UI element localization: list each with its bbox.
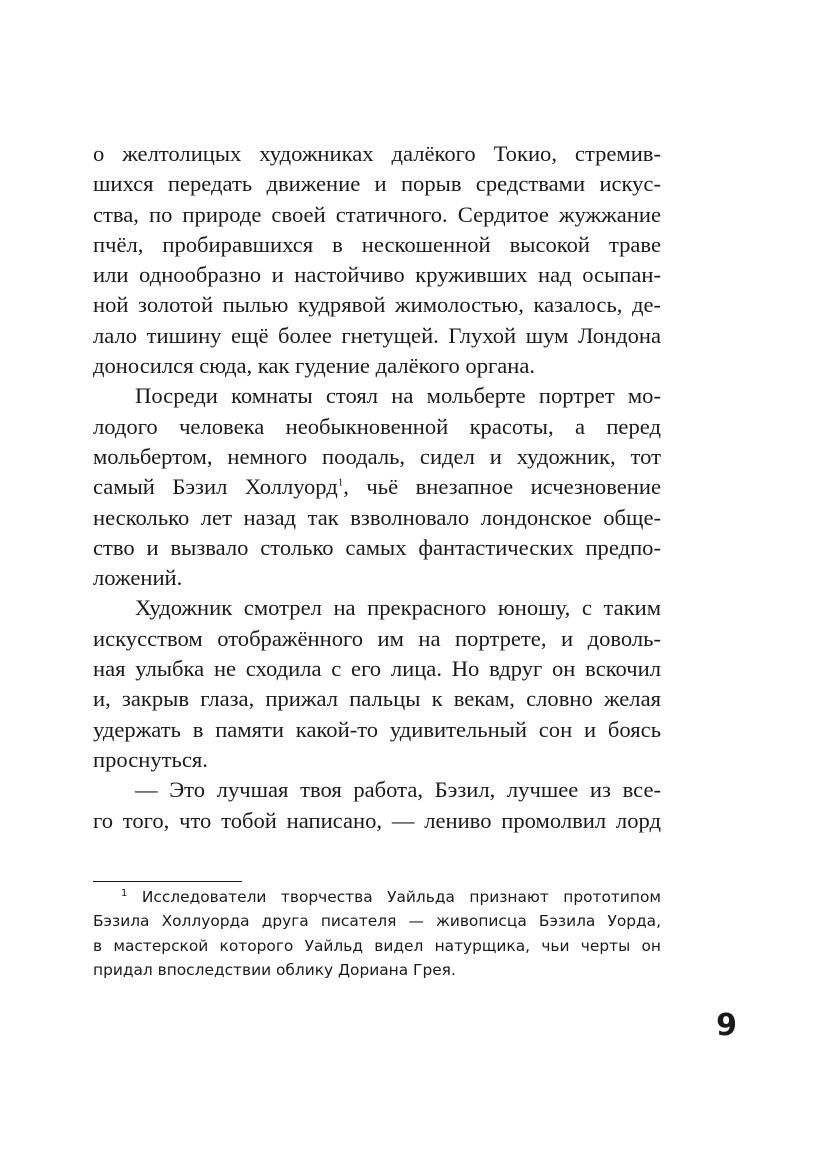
text-line: искусством отображённого им на портрете, и доволь- — [93, 625, 661, 651]
text-line: или однообразно и настойчиво круживших над осыпан- — [93, 262, 661, 288]
text-line: ложений. — [93, 565, 183, 591]
paragraph-2 — [93, 381, 661, 593]
footnote-ref[interactable]: 1 — [337, 476, 344, 489]
text-line: ство и вызвало столько самых фантастических предпо- — [93, 534, 661, 560]
text-line: ства, по природе своей статичного. Сердитое жужжание — [93, 201, 661, 227]
text-line: ная улыбка не сходила с его лица. Но вдруг он вскочил — [93, 656, 661, 682]
text-line: пчёл, пробиравшихся в нескошенной высокой траве — [93, 231, 661, 257]
text-line: мольбертом, немного поодаль, сидел и художник, тот — [93, 443, 661, 469]
text-fragment: чьё внезапное исчезновение — [366, 474, 661, 500]
paragraph-4 — [93, 775, 661, 836]
text-line: проснуться. — [93, 746, 208, 772]
text-line: доносился сюда, как гудение далёкого органа. — [93, 353, 536, 379]
main-text — [93, 139, 661, 836]
text-line: Художник смотрел на прекрасного юношу, с таким — [135, 595, 661, 621]
paragraph-1 — [93, 139, 661, 381]
paragraph-3 — [93, 593, 661, 775]
text-line: Посреди комнаты стоял на мольберте портрет мо- — [135, 383, 661, 409]
text-line: шихся передать движение и порыв средствами искус- — [93, 171, 661, 197]
text-fragment: самый Бэзил Холлуорд — [93, 474, 338, 500]
page-number: 9 — [716, 1008, 737, 1043]
text-line: удержать в памяти какой-то удивительный сон и боясь — [93, 716, 661, 742]
text-line: о желтолицых художниках далёкого Токио, стремив- — [93, 141, 661, 166]
footnote-text: Исследователи творчества Уайльда признают прототипом — [141, 888, 661, 906]
footnote-line — [93, 885, 661, 909]
text-line: — Это лучшая твоя работа, Бэзил, лучшее из все- — [135, 777, 661, 803]
footnote-marker: 1 — [121, 887, 128, 899]
text-line: несколько лет назад так взволновало лондонское обще- — [93, 504, 661, 530]
footnote-line: придал впоследствии облику Дориана Грея. — [93, 961, 456, 980]
text-line: лало тишину ещё более гнетущей. Глухой шум Лондона — [93, 322, 661, 348]
footnote — [93, 885, 661, 983]
text-line: и, закрыв глаза, прижал пальцы к векам, словно желая — [93, 686, 661, 712]
text-line: го того, что тобой написано, — лениво промолвил лорд — [93, 807, 661, 833]
text-line: лодого человека необыкновенной красоты, а перед — [93, 413, 661, 439]
footnote-line: Бэзила Холлуорда друга писателя — живописца Бэзила Уорда, — [93, 912, 661, 931]
text-line: ной золотой пылью кудрявой жимолостью, казалось, де- — [93, 292, 661, 318]
footnote-line: в мастерской которого Уайльд видел натурщика, чьи черты он — [93, 936, 661, 955]
text-line-with-footnote: самый Бэзил Холлуорд$^1$, чьё внезапное исчезновение — [93, 474, 661, 500]
footnote-divider — [93, 881, 242, 882]
